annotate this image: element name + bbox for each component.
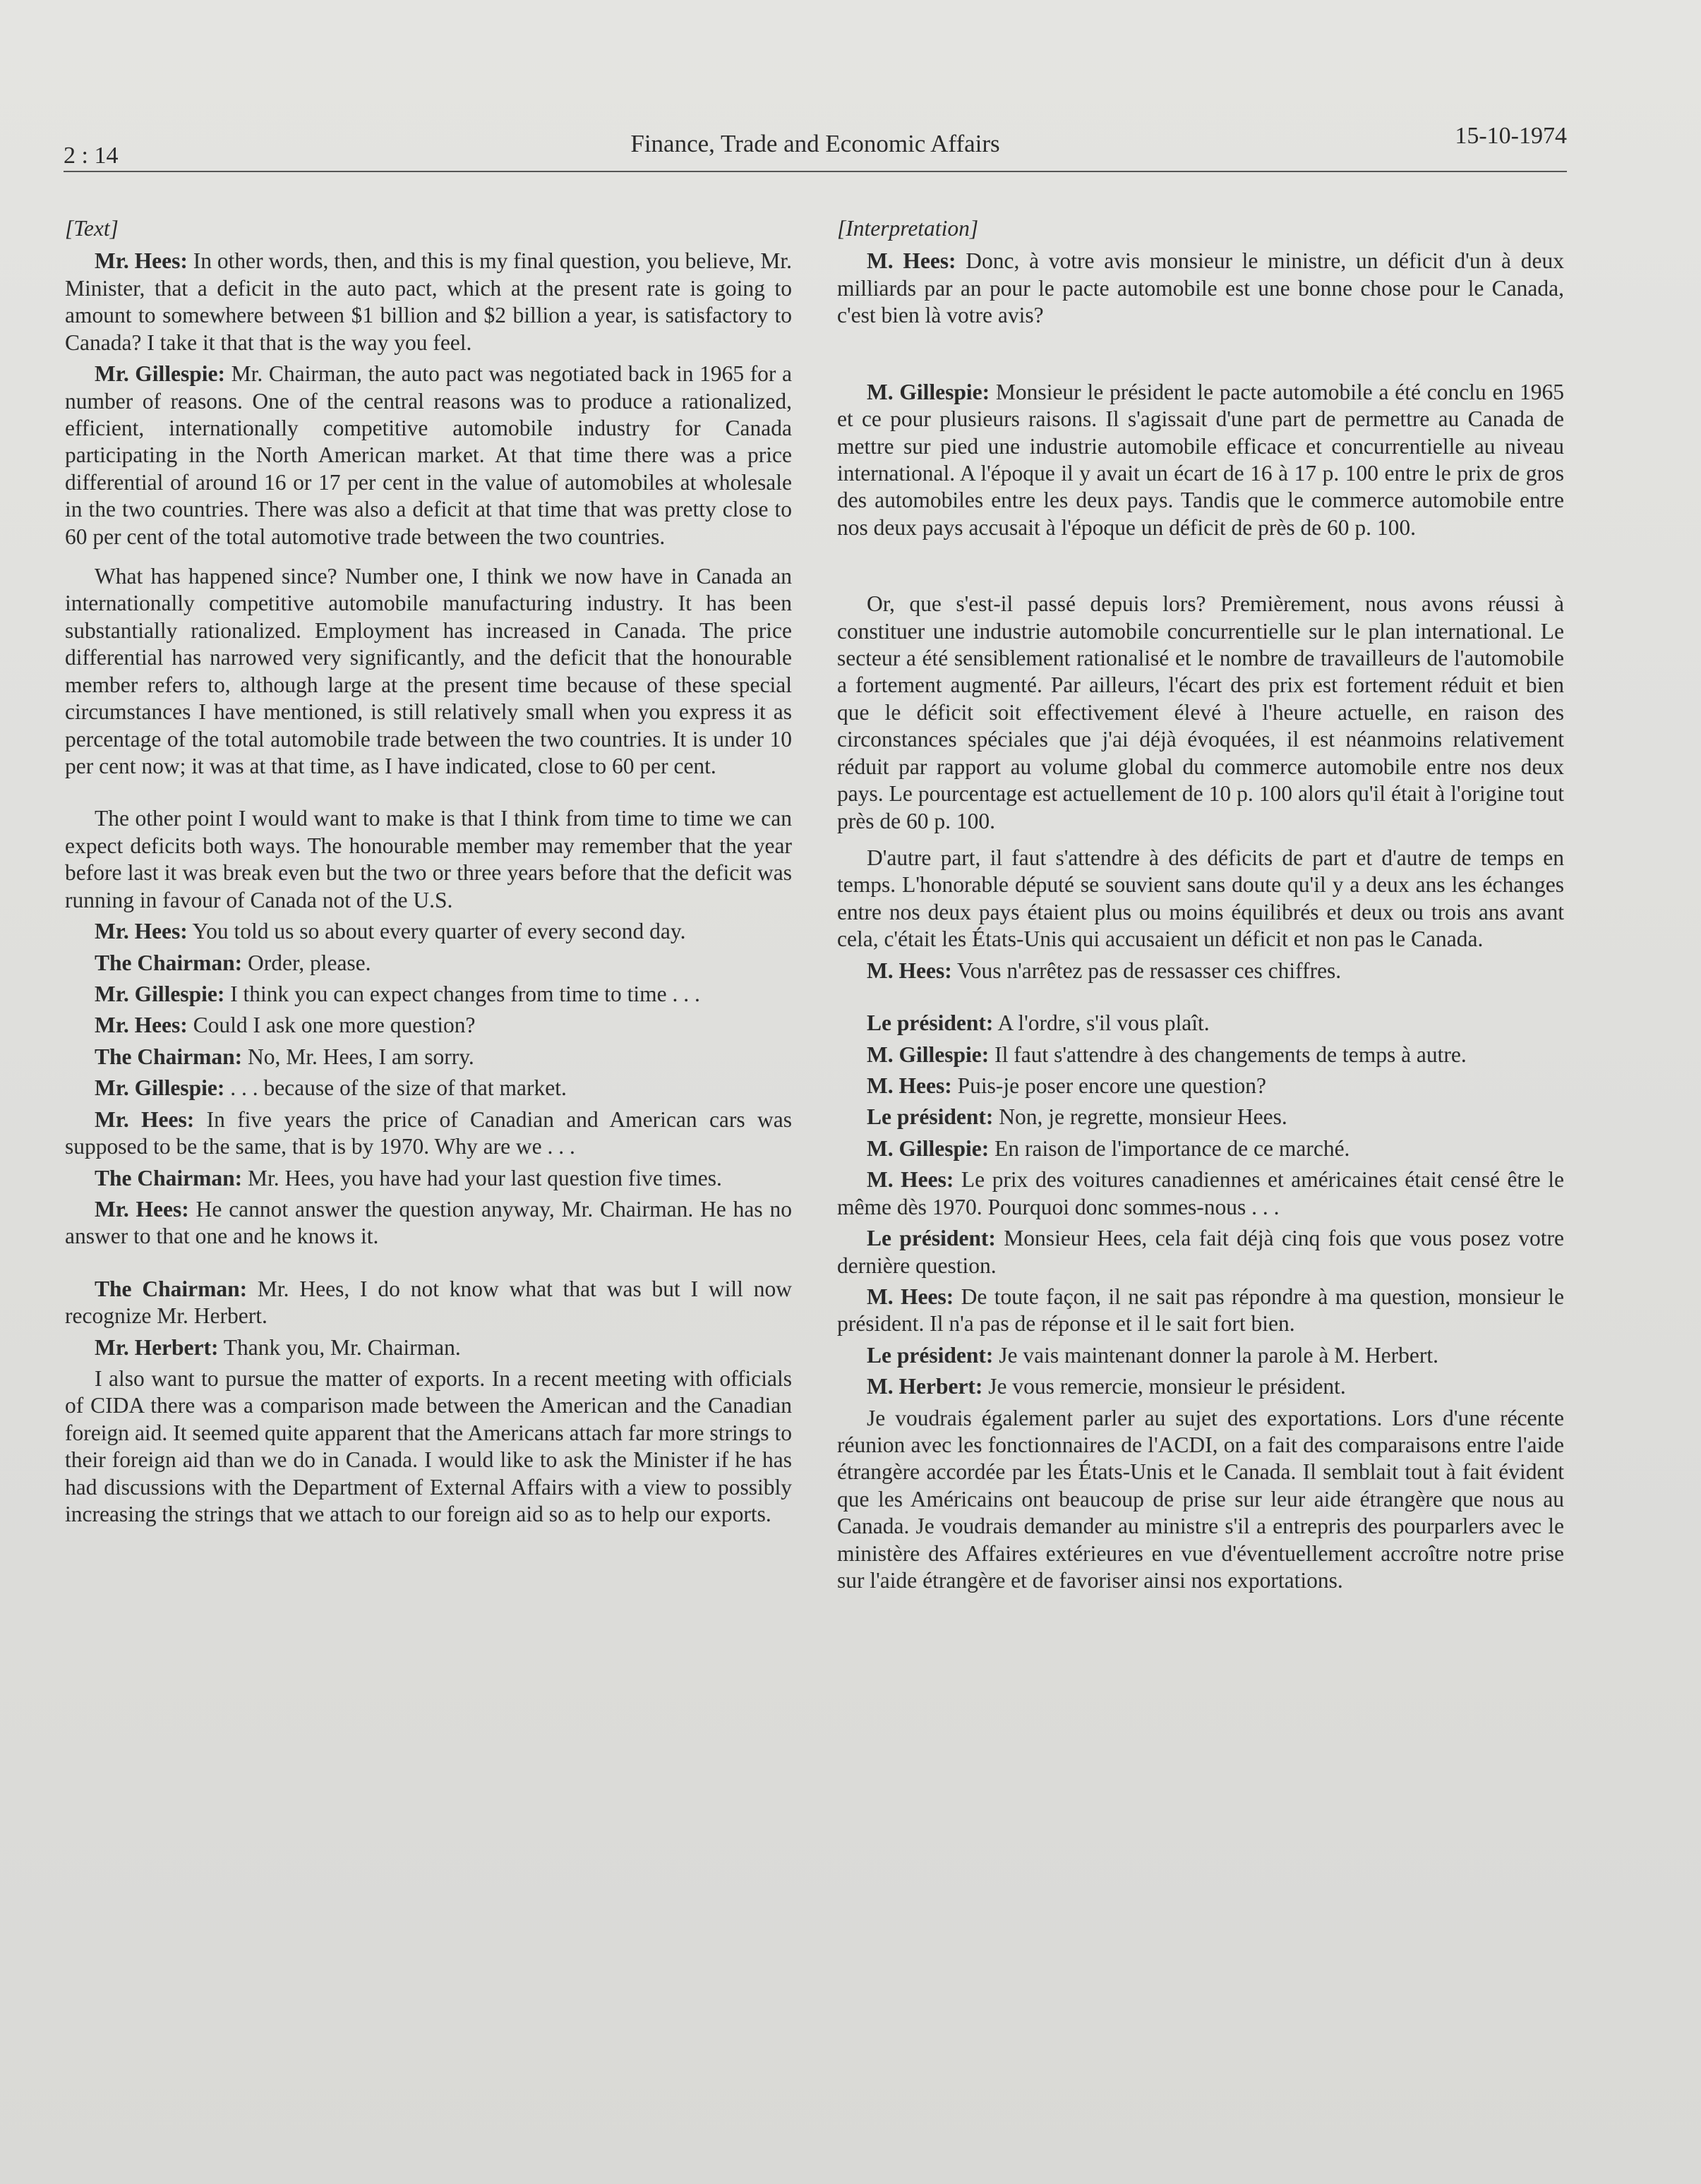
transcript-paragraph [65, 563, 792, 780]
speaker-name: M. Gillespie: [867, 1042, 990, 1067]
speaker-name: M. Herbert: [867, 1374, 983, 1399]
paragraph-text: Mr. Hees, you have had your last question five times. [242, 1165, 722, 1190]
speaker-name: The Chairman: [95, 1165, 243, 1190]
transcript-paragraph [65, 805, 792, 914]
header-rule [64, 171, 1567, 172]
paragraph-text: The other point I would want to make is that I think from time to time we can expect deficits both ways. The honourable member may remember that the year before last it was break even but the two or three years before that the deficit was running in favour of Canada not of the U.S. [65, 806, 792, 912]
speaker-name: The Chairman: [95, 1276, 248, 1301]
paragraph-text: Il faut s'attendre à des changements de temps à autre. [989, 1042, 1467, 1067]
speaker-name: Mr. Gillespie: [95, 981, 225, 1006]
paragraph-text: Je vous remercie, monsieur le président. [982, 1374, 1346, 1399]
transcript-paragraph [65, 1334, 792, 1361]
transcript-paragraph [65, 1276, 792, 1330]
paragraph-text: In five years the price of Canadian and American cars was supposed to be the same, that is by 1970. Why are we . . . [65, 1106, 792, 1159]
speaker-name: Mr. Herbert: [95, 1334, 219, 1360]
speaker-name: M. Hees: [867, 248, 956, 274]
transcript-paragraph [65, 918, 792, 945]
transcript-paragraph [65, 950, 792, 977]
paragraph-text: Je vais maintenant donner la parole à M. Herbert. [993, 1342, 1439, 1368]
transcript-paragraph [65, 1106, 792, 1161]
speaker-name: Le président: [867, 1104, 994, 1130]
transcript-paragraph [837, 1073, 1564, 1099]
transcript-paragraph [837, 958, 1564, 984]
transcript-paragraph [837, 1405, 1564, 1595]
page-header [64, 120, 1567, 169]
transcript-paragraph [837, 1135, 1564, 1162]
speaker-name: The Chairman: [95, 1044, 243, 1069]
paragraph-text: D'autre part, il faut s'attendre à des déficits de part et d'autre de temps en temps. L'honorable député se souvient sans doute qu'il y a deux ans les échanges entre nos deux pays étaient plus ou moins équilibrés et deux ou trois ans avant cela, c'était les États-Unis qui accusaient un déficit et non pas le Canada. [837, 845, 1564, 952]
transcript-paragraph [65, 1196, 792, 1250]
paragraph-text: En raison de l'importance de ce marché. [989, 1135, 1350, 1161]
paragraph-text: Donc, à votre avis monsieur le ministre, un déficit d'un à deux milliards par an pour le pacte automobile est une bonne chose pour le Canada, c'est bien là votre avis? [837, 248, 1564, 328]
paragraph-text: Je voudrais également parler au sujet des exportations. Lors d'une récente réunion avec les fonctionnaires de l'ACDI, on a fait des comparaisons entre l'aide étrangère accordée par les États-Unis et le Canada. Il semblait tout à fait évident que les Américains ont beaucoup de prise sur leur aide étrangère que nous au Canada. Je voudrais demander au ministre s'il a entrepris des pourparlers avec le ministère des Affaires extérieures en vue d'éventuellement accroître notre prise sur l'aide étrangère et de favoriser ainsi nos exportations. [837, 1405, 1564, 1593]
paragraph-text: No, Mr. Hees, I am sorry. [242, 1044, 474, 1069]
speaker-name: Le président: [867, 1010, 994, 1036]
paragraph-text: What has happened since? Number one, I think we now have in Canada an internationally competitive automobile manufacturing industry. It has been substantially rationalized. Employment has increased in Canada. The price differential has narrowed very significantly, and the deficit that the honourable member refers to, although large at the present time because of these special circumstances I have mentioned, is still relatively small when you express it as percentage of the total automobile trade between the two countries. It is under 10 per cent now; it was at that time, as I have indicated, close to 60 per cent. [65, 564, 792, 779]
paragraph-text: Could I ask one more question? [187, 1013, 476, 1038]
transcript-paragraph [65, 361, 792, 550]
speaker-name: Mr. Hees: [95, 1013, 188, 1038]
transcript-paragraph [837, 1042, 1564, 1068]
transcript-paragraph [837, 1104, 1564, 1130]
paragraph-text: Monsieur Hees, cela fait déjà cinq fois que vous posez votre dernière question. [837, 1226, 1564, 1278]
speaker-name: Mr. Hees: [95, 1106, 195, 1132]
page-date: 15-10-1974 [1455, 123, 1567, 149]
speaker-name: Mr. Gillespie: [95, 1075, 225, 1101]
paragraph-text: Vous n'arrêtez pas de ressasser ces chiffres. [951, 958, 1342, 983]
paragraph-text: A l'ordre, s'il vous plaît. [993, 1010, 1210, 1036]
paragraph-text: Puis-je poser encore une question? [951, 1073, 1266, 1098]
paragraph-text: De toute façon, il ne sait pas répondre à ma question, monsieur le président. Il n'a pas de réponse et il le sait fort bien. [837, 1284, 1564, 1337]
paragraph-text: Thank you, Mr. Chairman. [218, 1334, 461, 1360]
transcript-paragraph [65, 1365, 792, 1528]
transcript-paragraph [65, 981, 792, 1008]
speaker-name: Mr. Hees: [95, 1196, 189, 1221]
transcript-paragraph [837, 1166, 1564, 1221]
paragraph-text: Le prix des voitures canadiennes et américaines était censé être le même dès 1970. Pourquoi donc sommes-nous . . . [837, 1167, 1564, 1219]
speaker-name: Le président: [867, 1226, 996, 1251]
paragraph-text: Or, que s'est-il passé depuis lors? Premièrement, nous avons réussi à constituer une industrie automobile concurrentielle sur le plan international. Le secteur a été sensiblement rationalisé et le nombre de travailleurs de l'automobile a fortement augmenté. Par ailleurs, l'écart des prix est fortement réduit et bien que le déficit soit effectivement élevé à l'heure actuelle, en raison des circonstances spéciales que j'ai déjà évoquées, il est néanmoins relativement réduit par rapport au volume global du commerce automobile entre nos deux pays. Le pourcentage est actuellement de 10 p. 100 alors qu'il était à l'origine tout près de 60 p. 100. [837, 591, 1564, 833]
speaker-name: The Chairman: [95, 950, 243, 975]
transcript-paragraph [837, 379, 1564, 542]
transcript-paragraph [65, 1165, 792, 1192]
paragraph-text: Non, je regrette, monsieur Hees. [993, 1104, 1287, 1130]
speaker-name: M. Hees: [867, 1073, 952, 1098]
paragraph-text: Order, please. [242, 950, 371, 975]
paragraph-text: You told us so about every quarter of every second day. [187, 919, 686, 944]
speaker-name: M. Hees: [867, 1284, 954, 1309]
speaker-name: M. Hees: [867, 958, 952, 983]
left-column-english [65, 215, 792, 1533]
speaker-name: Mr. Hees: [95, 919, 188, 944]
transcript-paragraph [837, 591, 1564, 835]
transcript-paragraph [837, 1373, 1564, 1400]
paragraph-text: Mr. Hees, I do not know what that was but I will now recognize Mr. Herbert. [65, 1276, 792, 1329]
transcript-paragraph [837, 1284, 1564, 1338]
paragraph-text: He cannot answer the question anyway, Mr. Chairman. He has no answer to that one and he knows it. [65, 1196, 792, 1249]
column-tag: [Interpretation] [837, 216, 979, 241]
column-tag: [Text] [65, 216, 119, 241]
right-column-french [837, 215, 1564, 1599]
transcript-paragraph [65, 1012, 792, 1039]
transcript-paragraph [65, 1075, 792, 1102]
speaker-name: M. Gillespie: [867, 1135, 990, 1161]
paragraph-text: In other words, then, and this is my final question, you believe, Mr. Minister, that a deficit in the auto pact, which at the present rate is going to amount to somewhere between $1 billion and $2 billion a year, is satisfactory to Canada? I take it that that is the way you feel. [65, 248, 792, 355]
running-title: Finance, Trade and Economic Affairs [630, 130, 1000, 157]
speaker-name: Mr. Gillespie: [95, 361, 226, 387]
paragraph-text: I also want to pursue the matter of exports. In a recent meeting with officials of CIDA there was a comparison made between the American and the Canadian foreign aid. It seemed quite apparent that the Americans attach far more strings to their foreign aid than we do in Canada. I would like to ask the Minister if he has had discussions with the Department of External Affairs with a view to possibly increasing the strings that we attach to our foreign aid so as to help our exports. [65, 1366, 792, 1527]
transcript-paragraph [837, 1225, 1564, 1279]
transcript-paragraph [837, 248, 1564, 329]
paragraph-text: Mr. Chairman, the auto pact was negotiated back in 1965 for a number of reasons. One of the central reasons was to produce a rationalized, efficient, internationally competitive automobile industry for Canada participating in the North American market. At that time there was a price differential of around 16 or 17 per cent in the value of automobiles at wholesale in the two countries. There was also a deficit at that time that was pretty close to 60 per cent of the total automotive trade between the two countries. [65, 361, 792, 549]
paragraph-text: . . . because of the size of that market. [224, 1075, 567, 1101]
transcript-paragraph [837, 845, 1564, 953]
transcript-paragraph [837, 1342, 1564, 1369]
page-number: 2 : 14 [64, 143, 119, 169]
paragraph-text: I think you can expect changes from time to time . . . [224, 981, 700, 1006]
speaker-name: M. Gillespie: [867, 379, 990, 404]
speaker-name: Le président: [867, 1342, 994, 1368]
transcript-paragraph [65, 248, 792, 356]
transcript-paragraph [65, 1044, 792, 1070]
speaker-name: M. Hees: [867, 1167, 954, 1193]
transcript-paragraph [837, 1010, 1564, 1037]
speaker-name: Mr. Hees: [95, 248, 188, 274]
paragraph-text: Monsieur le président le pacte automobile a été conclu en 1965 et ce pour plusieurs raisons. Il s'agissait d'une part de permettre au Canada de mettre sur pied une industrie automobile efficace et concurrentielle au niveau international. A l'époque il y avait un écart de 16 à 17 p. 100 entre le prix de gros des automobiles entre les deux pays. Tandis que le commerce automobile entre nos deux pays accusait à l'époque un déficit de près de 60 p. 100. [837, 379, 1564, 540]
